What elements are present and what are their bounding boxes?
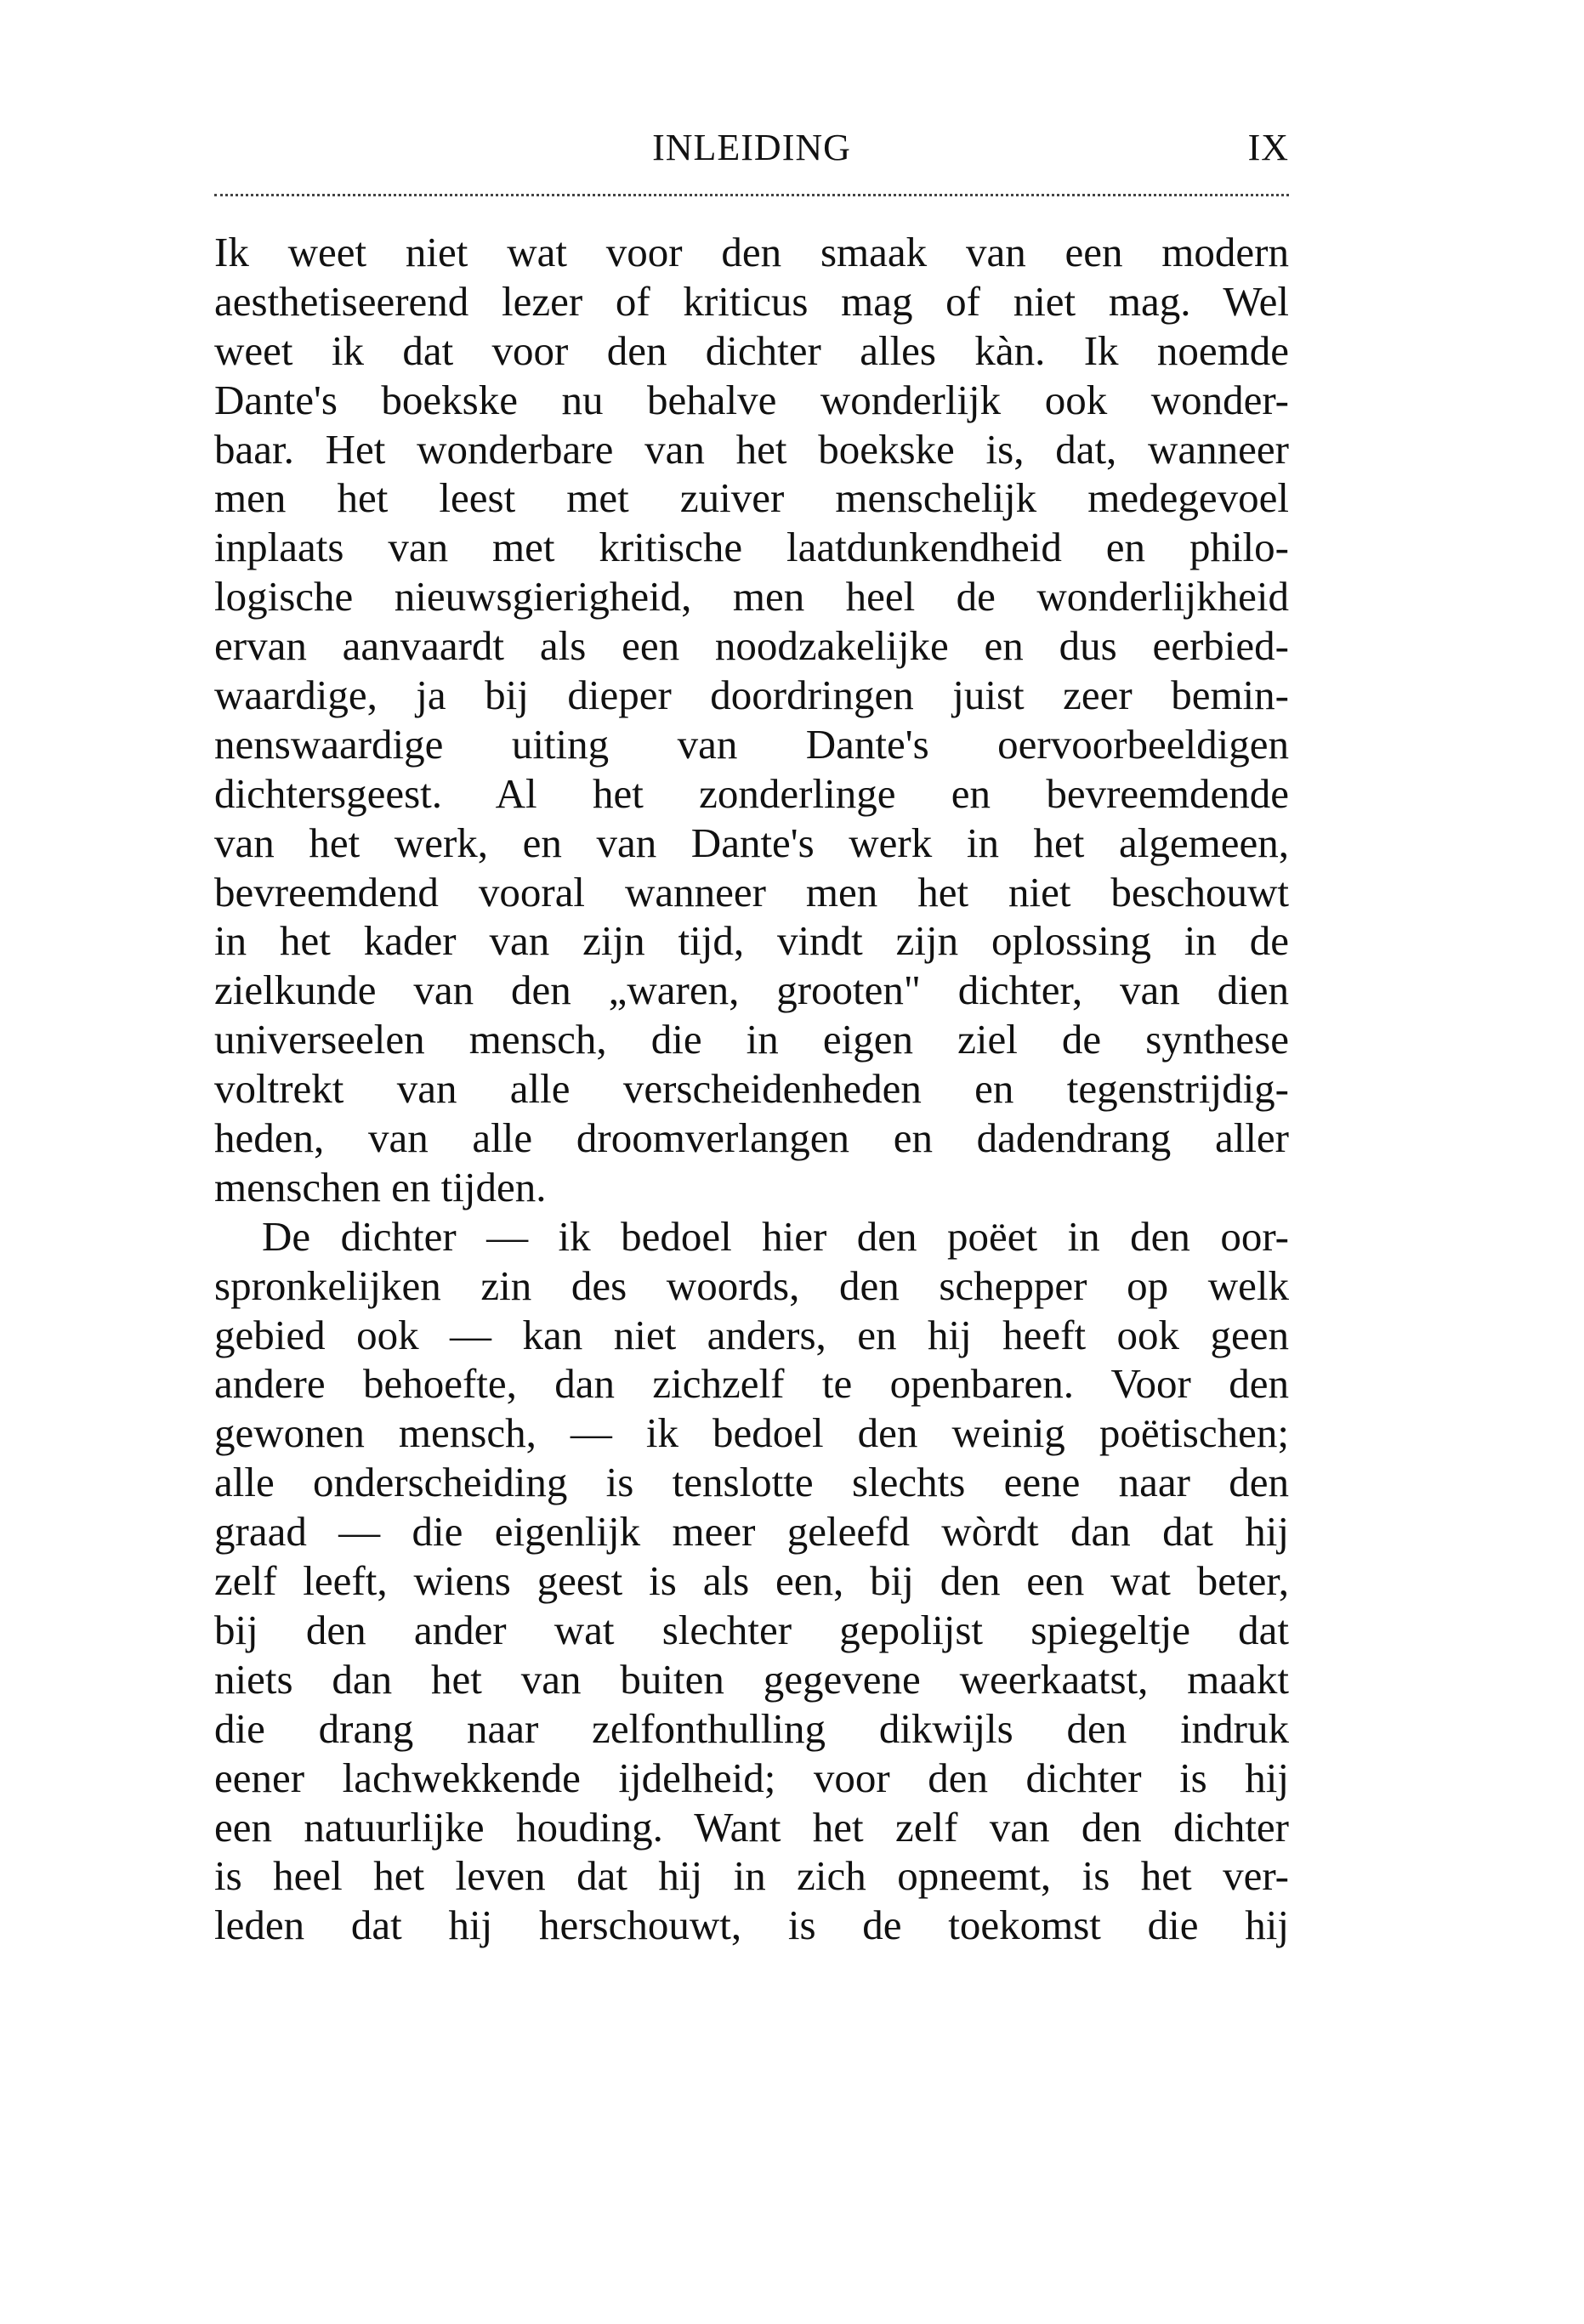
text-line: gewonen mensch, — ik bedoel den weinig poëtischen; xyxy=(214,1409,1289,1457)
text-line: aesthetiseerend lezer of kriticus mag of niet mag. Wel xyxy=(214,277,1289,325)
text-line: heden, van alle droomverlangen en dadendrang aller xyxy=(214,1114,1289,1162)
running-title: INLEIDING xyxy=(652,127,851,168)
text-line: Ik weet niet wat voor den smaak van een modern xyxy=(214,229,1289,275)
text-line: graad — die eigenlijk meer geleefd wòrdt dan dat hij xyxy=(214,1508,1289,1556)
text-line: andere behoefte, dan zichzelf te openbaren. Voor den xyxy=(214,1360,1289,1408)
text-line: spronkelijken zin des woords, den schepper op welk xyxy=(214,1261,1289,1309)
text-line: is heel het leven dat hij in zich opneemt, is het ver- xyxy=(214,1852,1289,1900)
text-line: niets dan het van buiten gegevene weerkaatst, maakt xyxy=(214,1655,1289,1703)
text-line: van het werk, en van Dante's werk in het algemeen, xyxy=(214,819,1289,866)
text-line: baar. Het wonderbare van het boekske is, dat, wanneer xyxy=(214,425,1289,473)
text-line: nenswaardige uiting van Dante's oervoorbeeldigen xyxy=(214,720,1289,768)
text-line-paragraph-start: De dichter — ik bedoel hier den poëet in den oor- xyxy=(262,1212,1289,1260)
text-line: weet ik dat voor den dichter alles kàn. Ik noemde xyxy=(214,326,1289,374)
text-line: in het kader van zijn tijd, vindt zijn oplossing in de xyxy=(214,917,1289,965)
header-dotted-rule xyxy=(214,194,1289,196)
text-line: Dante's boekske nu behalve wonderlijk ook wonder- xyxy=(214,376,1289,423)
text-line: universeelen mensch, die in eigen ziel de synthese xyxy=(214,1016,1289,1063)
text-line: zelf leeft, wiens geest is als een, bij den een wat beter, xyxy=(214,1557,1289,1605)
text-line: ervan aanvaardt als een noodzakelijke en dus eerbied- xyxy=(214,622,1289,670)
text-line: logische nieuwsgierigheid, men heel de wonderlijkheid xyxy=(214,573,1289,621)
text-line: leden dat hij herschouwt, is de toekomst die hij xyxy=(214,1902,1289,1949)
text-line: die drang naar zelfonthulling dikwijls den indruk xyxy=(214,1704,1289,1752)
text-line: alle onderscheiding is tenslotte slechts eene naar den xyxy=(214,1459,1289,1506)
text-line: voltrekt van alle verscheidenheden en tegenstrijdig- xyxy=(214,1065,1289,1113)
page-number: IX xyxy=(1247,127,1289,168)
text-line: gebied ook — kan niet anders, en hij heeft ook geen xyxy=(214,1311,1289,1358)
text-line: bevreemdend vooral wanneer men het niet beschouwt xyxy=(214,868,1289,915)
text-line: een natuurlijke houding. Want het zelf van den dichter xyxy=(214,1803,1289,1851)
text-line: eener lachwekkende ijdelheid; voor den dichter is hij xyxy=(214,1754,1289,1801)
text-line: bij den ander wat slechter gepolijst spiegeltje dat xyxy=(214,1606,1289,1653)
text-line-paragraph-end: menschen en tijden. xyxy=(214,1163,547,1210)
text-line: men het leest met zuiver menschelijk medegevoel xyxy=(214,474,1289,522)
text-line: waardige, ja bij dieper doordringen juist zeer bemin- xyxy=(214,672,1289,719)
text-line: dichtersgeest. Al het zonderlinge en bevreemdende xyxy=(214,769,1289,817)
text-line: inplaats van met kritische laatdunkendheid en philo- xyxy=(214,524,1289,571)
running-head xyxy=(214,126,1289,185)
body-text xyxy=(214,228,1289,1950)
text-line: zielkunde van den „waren, grooten" dichter, van dien xyxy=(214,966,1289,1014)
